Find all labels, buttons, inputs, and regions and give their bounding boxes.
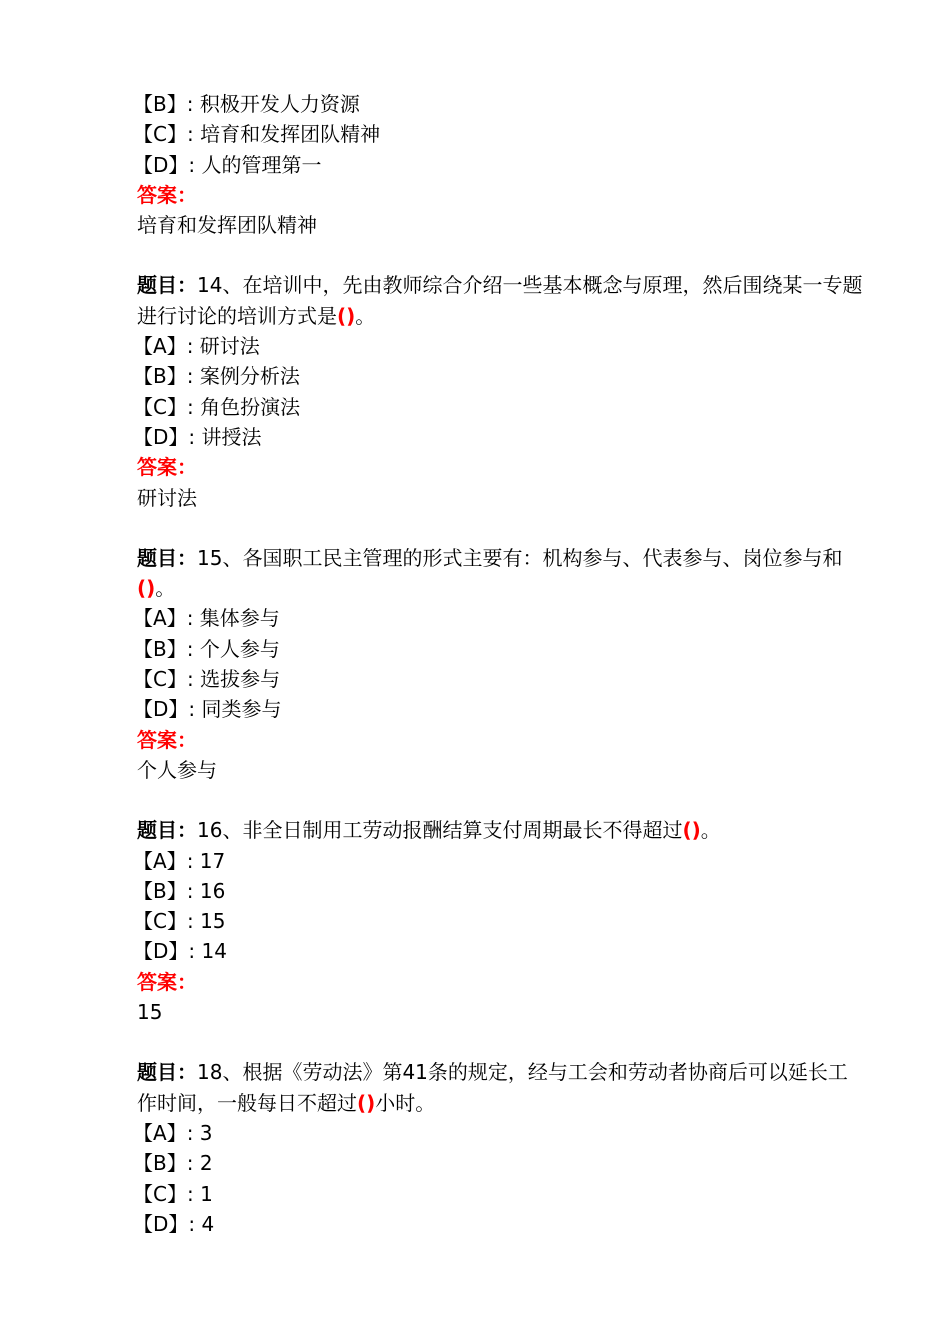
option-key: 【C】: [133, 909, 187, 934]
option-key: 【B】: [133, 92, 187, 116]
option-text: 同类参与: [201, 697, 282, 722]
option-c: 【C】: 培育和发挥团队精神: [133, 122, 381, 147]
option-text: 选拔参与: [200, 667, 281, 692]
answer-label: 答案：: [137, 727, 197, 752]
option-c: 【C】: 角色扮演法: [133, 394, 301, 419]
option-text: 角色扮演法: [200, 394, 301, 419]
option-key: 【A】: [133, 334, 187, 359]
question-label: 题目：: [137, 273, 197, 298]
option-a: 【A】: 17: [133, 848, 226, 873]
option-text: 14: [201, 939, 227, 964]
option-b: 【B】: 个人参与: [133, 636, 280, 661]
option-b: 【B】: 积极开发人力资源: [133, 92, 360, 116]
question-text-end: 。: [355, 303, 376, 328]
option-text: 研讨法: [199, 334, 260, 359]
option-text: 案例分析法: [199, 364, 300, 389]
question-text-end: 。: [700, 818, 721, 843]
question-stem: [137, 270, 867, 331]
option-a: 【A】: 3: [133, 1120, 213, 1145]
option-key: 【C】: [133, 394, 187, 419]
option-a: 【A】: 研讨法: [133, 334, 260, 359]
question-label: 题目：: [137, 1060, 197, 1085]
answer-text: 15: [137, 1000, 163, 1025]
option-text: 16: [199, 878, 226, 903]
question-stem: [137, 543, 867, 604]
option-key: 【C】: [133, 667, 187, 692]
answer-blank: (): [357, 1090, 376, 1115]
option-text: 培育和发挥团队精神: [200, 122, 381, 147]
answer-label: 答案：: [137, 455, 197, 480]
option-text: 个人参与: [199, 636, 280, 661]
option-text: 人的管理第一: [201, 152, 322, 177]
answer-blank: (): [337, 303, 356, 328]
option-b: 【B】: 案例分析法: [133, 364, 300, 389]
option-text: 17: [199, 848, 226, 873]
option-b: 【B】: 2: [133, 1151, 213, 1176]
answer-blank: (): [682, 818, 701, 843]
option-key: 【D】: [133, 697, 189, 722]
question-15: [133, 543, 867, 785]
option-d: 【D】: 讲授法: [133, 424, 262, 449]
option-key: 【B】: [133, 636, 187, 661]
option-key: 【D】: [133, 1211, 189, 1236]
option-c: 【C】: 1: [133, 1181, 213, 1206]
option-text: 15: [200, 909, 226, 934]
question-text: 14、在培训中，先由教师综合介绍一些基本概念与原理，然后围绕某一专题进行讨论的培训方式是: [137, 273, 863, 328]
option-key: 【A】: [133, 1120, 187, 1145]
option-text: 3: [199, 1120, 213, 1145]
option-key: 【D】: [133, 424, 189, 449]
option-c: 【C】: 15: [133, 909, 226, 934]
answer-text: 个人参与: [137, 757, 217, 782]
option-b: 【B】: 16: [133, 878, 226, 903]
answer-label: 答案：: [137, 182, 197, 207]
document-page: [133, 89, 867, 1239]
answer-text: 培育和发挥团队精神: [137, 213, 317, 238]
question-stem: [137, 1057, 867, 1118]
option-key: 【A】: [133, 848, 187, 873]
option-text: 积极开发人力资源: [199, 92, 360, 116]
option-d: 【D】: 同类参与: [133, 697, 282, 722]
option-key: 【C】: [133, 1181, 187, 1206]
option-text: 集体参与: [199, 606, 280, 631]
option-key: 【B】: [133, 878, 187, 903]
option-key: 【C】: [133, 122, 187, 147]
option-text: 4: [201, 1211, 215, 1236]
question-13-tail: [133, 89, 867, 240]
option-d: 【D】: 人的管理第一: [133, 152, 322, 177]
question-14: [133, 270, 867, 512]
question-text: 18、根据《劳动法》第41条的规定，经与工会和劳动者协商后可以延长工作时间，一般每日不超过: [137, 1060, 848, 1115]
option-text: 讲授法: [201, 424, 262, 449]
option-d: 【D】: 14: [133, 939, 227, 964]
question-18: [133, 1057, 867, 1239]
question-stem: [137, 815, 867, 845]
question-label: 题目：: [137, 818, 197, 843]
question-text-end: 。: [155, 576, 176, 601]
option-key: 【B】: [133, 364, 187, 389]
answer-text: 研讨法: [137, 485, 197, 510]
option-text: 1: [200, 1181, 213, 1206]
option-key: 【D】: [133, 939, 189, 964]
option-text: 2: [199, 1151, 213, 1176]
answer-label: 答案：: [137, 969, 197, 994]
option-c: 【C】: 选拔参与: [133, 667, 281, 692]
option-key: 【B】: [133, 1151, 187, 1176]
question-text-end: 小时。: [375, 1090, 436, 1115]
question-label: 题目：: [137, 545, 197, 570]
question-text: 15、各国职工民主管理的形式主要有：机构参与、代表参与、岗位参与和: [197, 545, 843, 570]
question-text: 16、非全日制用工劳动报酬结算支付周期最长不得超过: [197, 818, 683, 843]
option-a: 【A】: 集体参与: [133, 606, 280, 631]
question-16: [133, 815, 867, 1027]
option-d: 【D】: 4: [133, 1211, 215, 1236]
answer-blank: (): [137, 576, 156, 601]
option-key: 【D】: [133, 152, 189, 177]
option-key: 【A】: [133, 606, 187, 631]
